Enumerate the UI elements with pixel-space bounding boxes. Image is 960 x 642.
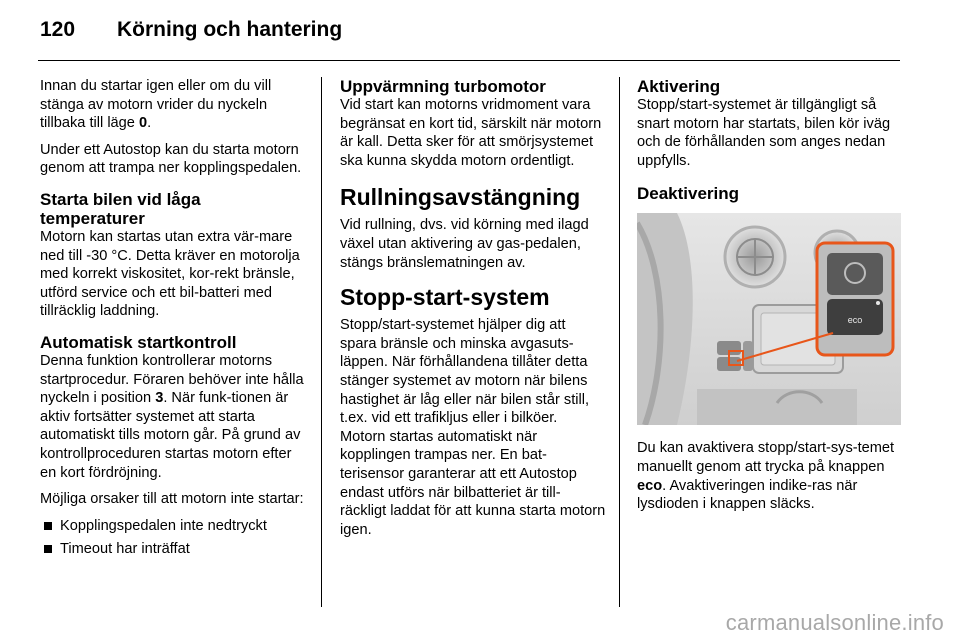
column-2 xyxy=(340,77,606,547)
eco-button-name: eco xyxy=(637,477,663,494)
paragraph-low-temperature: Motorn kan startas utan extra vär-mare ned till -30 °C. Detta kräver en motorolja med korrekt viskositet, kor-rekt bränsle, utförd service och ett bil-batteri med tillräcklig laddning. xyxy=(40,228,300,320)
heading-low-temperature-start: Starta bilen vid låga temperaturer xyxy=(40,189,201,228)
heading-deactivation: Deaktivering xyxy=(637,184,740,204)
column-3 xyxy=(637,77,903,522)
page-number: 120 xyxy=(40,18,76,41)
bullet-square-icon xyxy=(44,522,52,530)
paragraph-deactivation: Du kan avaktivera stopp/start-sys-temet manuellt genom att trycka på knappen eco. Avaktiveringen indike-ras när lysdioden i knappen släcks. xyxy=(637,440,895,513)
list-item: Timeout har inträffat xyxy=(40,540,306,559)
column-divider-right xyxy=(619,77,620,607)
header-rule xyxy=(38,60,900,61)
heading-stop-start-system: Stopp-start-system xyxy=(340,284,550,311)
paragraph-activation: Stopp/start-systemet är tillgängligt så snart motorn har startats, bilen kör iväg och de förhållanden som anges nedan uppfylls. xyxy=(637,97,891,169)
list-item: Kopplingspedalen inte nedtryckt xyxy=(40,517,306,536)
bullet-square-icon xyxy=(44,545,52,553)
paragraph-autostop-restart: Under ett Autostop kan du starta motorn genom att trampa ner kopplingspedalen. xyxy=(40,141,302,177)
photo-eco-label: eco xyxy=(847,315,863,326)
heading-automatic-start-control: Automatisk startkontroll xyxy=(40,332,237,352)
column-1 xyxy=(40,77,306,564)
paragraph-possible-causes: Möjliga orsaker till att motorn inte startar: xyxy=(40,491,304,508)
paragraph-restart: Innan du startar igen eller om du vill stänga av motorn vrider du nyckeln tillbaka till läge 0. xyxy=(40,78,272,132)
key-position-3: 3 xyxy=(155,390,164,407)
dashboard-eco-button-photo xyxy=(637,213,901,425)
key-position-0: 0 xyxy=(138,115,148,132)
heading-activation: Aktivering xyxy=(637,77,721,96)
chapter-title: Körning och hantering xyxy=(117,18,343,41)
paragraph-automatic-start-control: Denna funktion kontrollerar motorns startprocedur. Föraren behöver inte hålla nyckeln i position 3. När funk-tionen är aktiv fortsätter systemet att starta automatiskt tills motorn går. På grund av kontrollproceduren startas motorn efter en kort fördröjning. xyxy=(40,352,304,481)
heading-turbo-warmup: Uppvärmning turbomotor xyxy=(340,77,546,96)
heading-overrun-cutoff: Rullningsavstängning xyxy=(340,184,581,211)
site-watermark: carmanualsonline.info xyxy=(725,610,944,635)
paragraph-turbo-warmup: Vid start kan motorns vridmoment vara begränsat en kort tid, särskilt när motorn är kall. Detta sker för att smörjsystemet ska kunna skydda motorn ordentligt. xyxy=(340,97,602,169)
paragraph-stop-start-system: Stopp/start-systemet hjälper dig att spara bränsle och minska avgasuts-läppen. När förhållandena tillåter detta stänger systemet av motorn när bilens hastighet är låg eller när bilen står still, t.ex. vid ett trafikljus eller i bilköer. Motorn startas automatiskt när kopplingen trampas ner. En bat-terisensor garanterar att ett Autostop endast utförs när bilbatteriet är till-räckligt laddat för att kunna starta motorn igen. xyxy=(340,317,606,538)
paragraph-overrun-cutoff: Vid rullning, dvs. vid körning med ilagd växel utan aktivering av gas-pedalen, stängs bränslematningen av. xyxy=(340,217,589,271)
column-divider-left xyxy=(321,77,322,607)
